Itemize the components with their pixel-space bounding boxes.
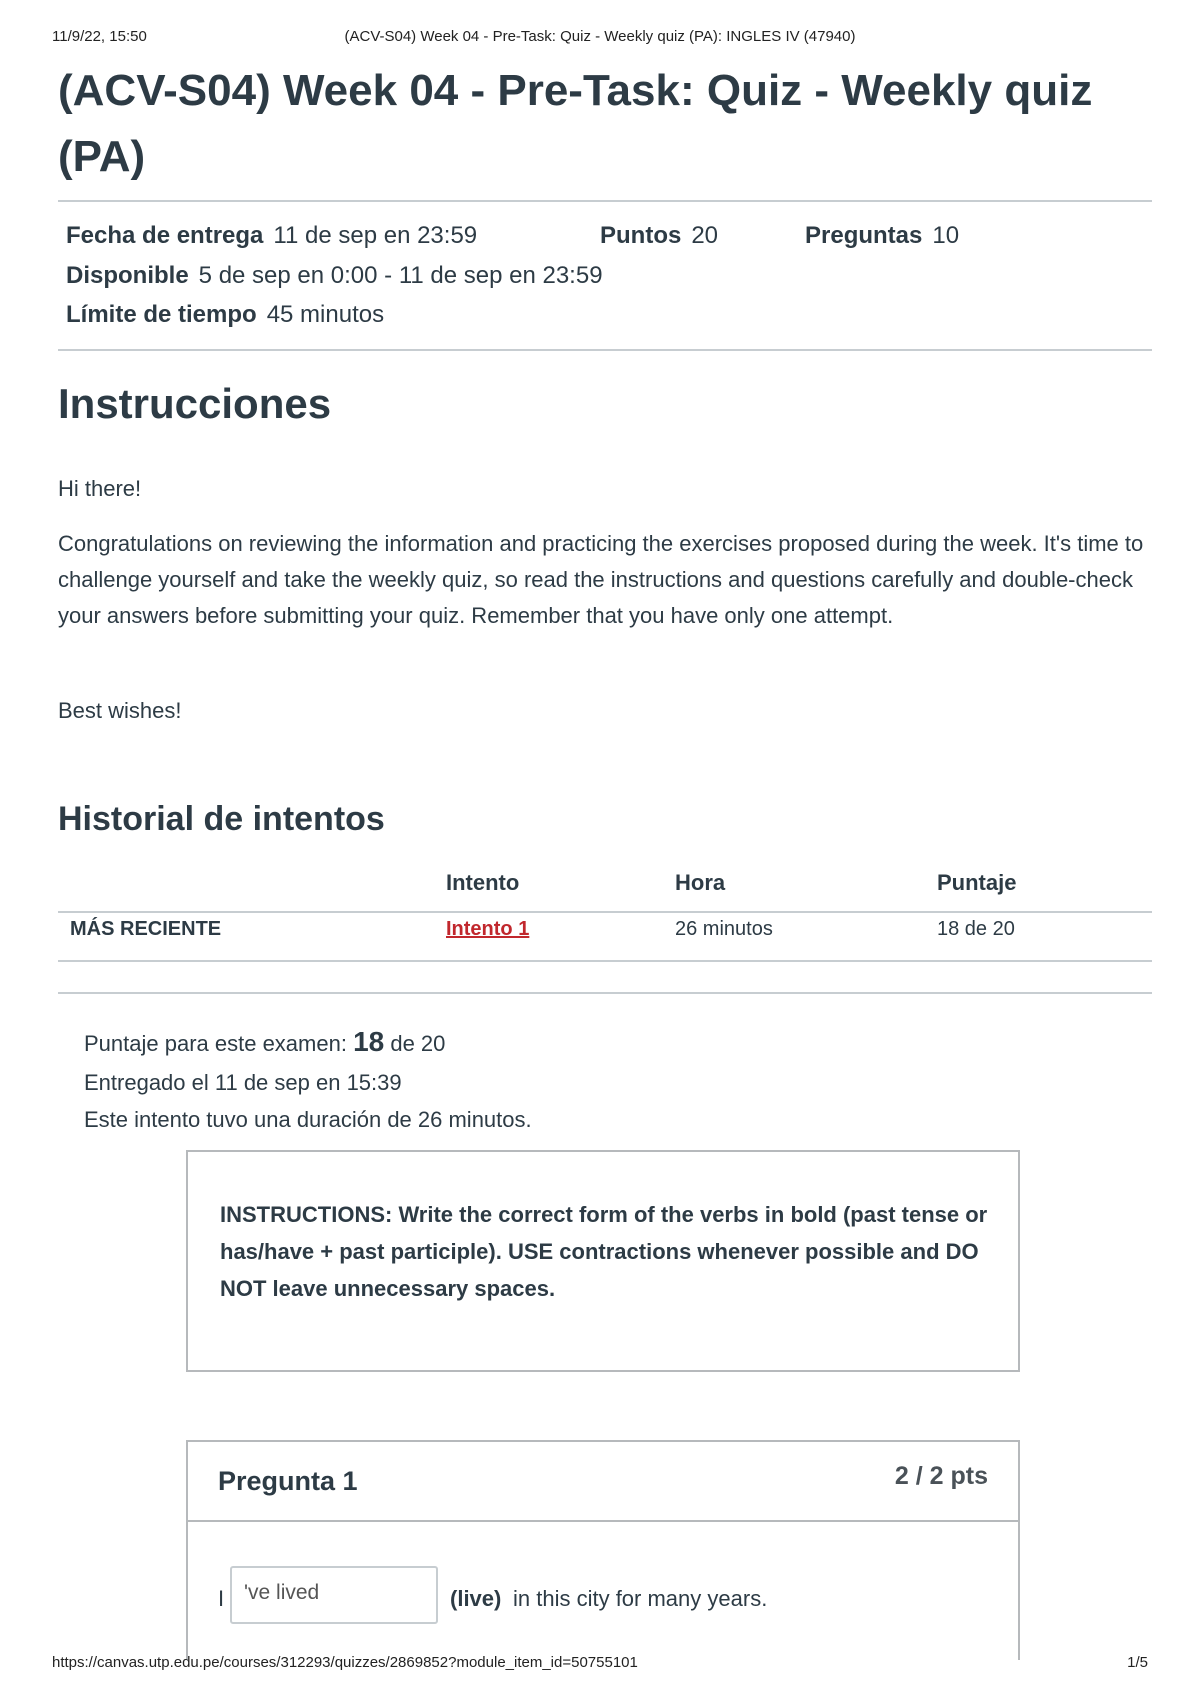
exam-score-suffix: de 20 bbox=[384, 1031, 446, 1056]
print-url: https://canvas.utp.edu.pe/courses/312293/quizzes/2869852?module_item_id=50755101 bbox=[52, 1654, 638, 1671]
questions-value: 10 bbox=[932, 222, 960, 249]
divider bbox=[58, 349, 1152, 351]
history-col-attempt: Intento bbox=[446, 870, 520, 895]
time-limit bbox=[66, 301, 384, 329]
history-row-score: 18 de 20 bbox=[937, 918, 1015, 940]
points bbox=[600, 222, 718, 250]
question-1-title: Pregunta 1 bbox=[218, 1466, 358, 1496]
due-date-label: Fecha de entrega bbox=[66, 222, 264, 249]
due-date bbox=[66, 222, 477, 250]
available-value: 5 de sep en 0:00 - 11 de sep en 23:59 bbox=[198, 262, 603, 289]
questions bbox=[805, 222, 959, 250]
divider bbox=[58, 992, 1152, 994]
time-limit-label: Límite de tiempo bbox=[66, 301, 257, 328]
due-date-value: 11 de sep en 23:59 bbox=[273, 222, 478, 249]
history-col-score: Puntaje bbox=[937, 870, 1017, 895]
question-1-verb: (live) bbox=[450, 1586, 502, 1611]
exam-score-value: 18 bbox=[353, 1026, 385, 1057]
question-1-prefix: I bbox=[218, 1586, 225, 1611]
question-1-rest: in this city for many years. bbox=[513, 1586, 768, 1611]
history-row-time: 26 minutos bbox=[675, 918, 773, 940]
page-title: (ACV-S04) Week 04 - Pre-Task: Quiz - Weekly quiz (PA) bbox=[58, 66, 1093, 181]
divider bbox=[58, 200, 1152, 202]
instructions-heading: Instrucciones bbox=[58, 380, 332, 427]
history-col-time: Hora bbox=[675, 870, 726, 895]
print-doc-title: (ACV-S04) Week 04 - Pre-Task: Quiz - Weekly quiz (PA): INGLES IV (47940) bbox=[344, 28, 856, 45]
instructions-body: Congratulations on reviewing the information and practicing the exercises proposed during the week. It's time to challenge yourself and take the weekly quiz, so read the instructions and questions carefully and double-check your answers before submitting your quiz. Remember that you have only one attempt. bbox=[58, 531, 1144, 628]
exam-score bbox=[84, 1026, 445, 1058]
table-row-divider bbox=[58, 960, 1152, 962]
available bbox=[66, 262, 603, 290]
print-header bbox=[52, 28, 1148, 48]
attempt-duration: Este intento tuvo una duración de 26 minutos. bbox=[84, 1107, 532, 1132]
table-header-divider bbox=[58, 911, 1152, 913]
time-limit-value: 45 minutos bbox=[266, 301, 385, 328]
history-heading: Historial de intentos bbox=[58, 800, 385, 838]
question-1 bbox=[186, 1440, 1020, 1660]
question-1-points: 2 / 2 pts bbox=[894, 1462, 988, 1490]
attempt-1-link[interactable]: Intento 1 bbox=[446, 918, 530, 940]
print-datetime: 11/9/22, 15:50 bbox=[52, 28, 147, 45]
exam-score-prefix: Puntaje para este examen: bbox=[84, 1031, 354, 1056]
question-1-header bbox=[188, 1442, 1018, 1522]
instruction-box: INSTRUCTIONS: Write the correct form of the verbs in bold (past tense or has/have + past participle). USE contractions whenever possible and DO NOT leave unnecessary spaces. bbox=[186, 1150, 1020, 1372]
questions-label: Preguntas bbox=[805, 222, 923, 249]
available-label: Disponible bbox=[66, 262, 189, 289]
history-row-label: MÁS RECIENTE bbox=[70, 918, 222, 940]
question-1-answer-field[interactable]: 've lived bbox=[230, 1566, 438, 1624]
points-label: Puntos bbox=[600, 222, 682, 249]
instructions-closing: Best wishes! bbox=[58, 698, 182, 723]
instructions-greeting: Hi there! bbox=[58, 476, 142, 501]
submitted-at: Entregado el 11 de sep en 15:39 bbox=[84, 1070, 402, 1095]
page-number: 1/5 bbox=[1127, 1654, 1148, 1671]
points-value: 20 bbox=[691, 222, 719, 249]
